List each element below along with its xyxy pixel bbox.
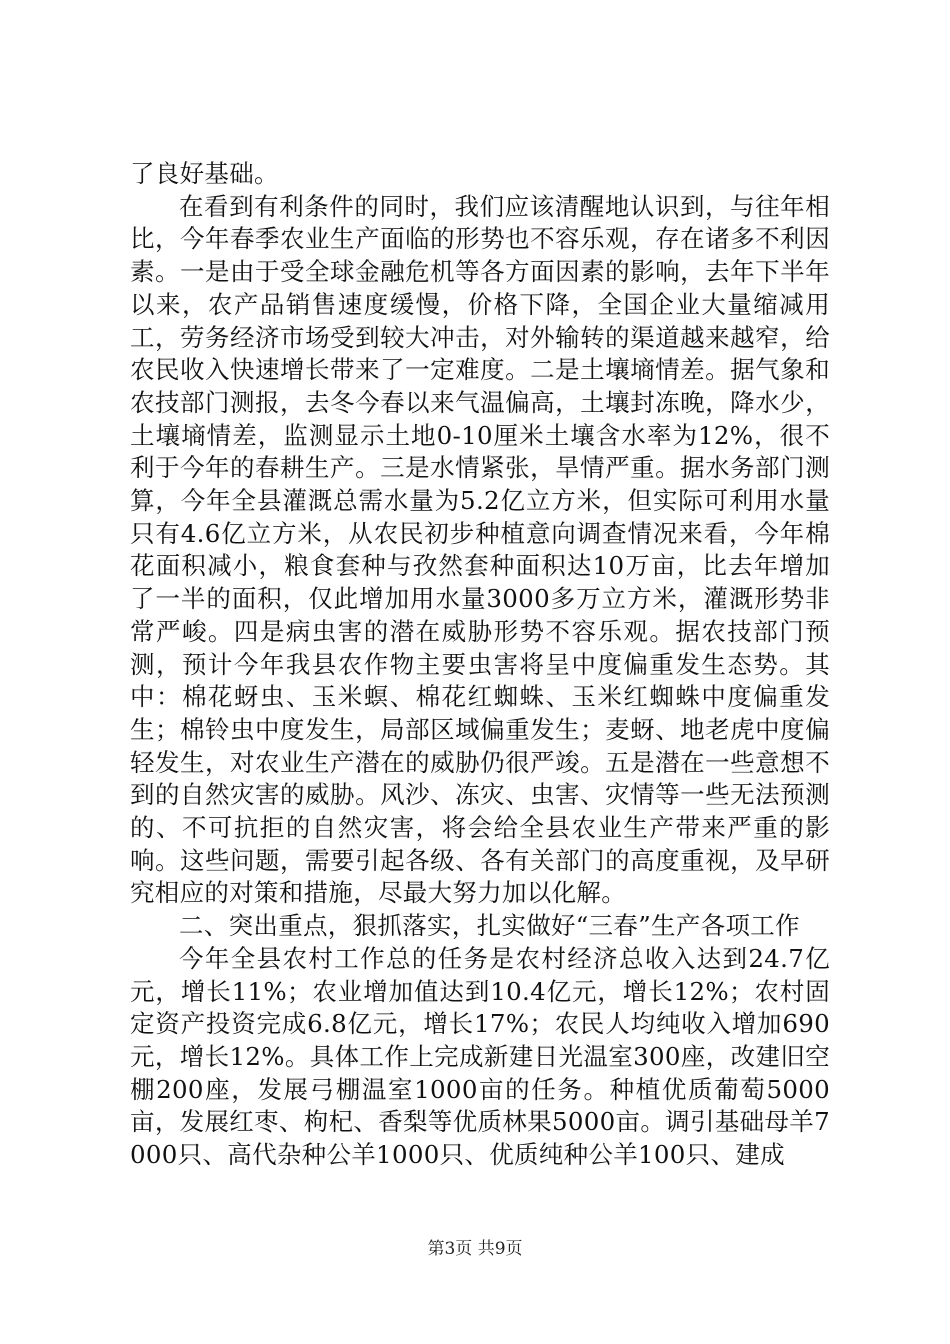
paragraph-2: 在看到有利条件的同时，我们应该清醒地认识到，与往年相比，今年春季农业生产面临的形势也不容乐观，存在诸多不利因素。一是由于受全球金融危机等各方面因素的影响，去年下半年以来，农产品销售速度缓慢，价格下降，全国企业大量缩减用工，劳务经济市场受到较大冲击，对外输转的渠道越来越窄，给农民收入快速增长带来了一定难度。二是土壤墒情差。据气象和农技部门测报，去冬今春以来气温偏高，土壤封冻晚，降水少，土壤墒情差，监测显示土地0-10厘米土壤含水率为12%，很不利于今年的春耕生产。三是水情紧张，旱情严重。据水务部门测算，今年全县灌溉总需水量为5.2亿立方米，但实际可利用水量只有4.6亿立方米，从农民初步种植意向调查情况来看，今年棉花面积减小，粮食套种与孜然套种面积达10万亩，比去年增加了一半的面积，仅此增加用水量3000多万立方米，灌溉形势非常严峻。四是病虫害的潜在威胁形势不容乐观。据农技部门预测，预计今年我县农作物主要虫害将呈中度偏重发生态势。其中：棉花蚜虫、玉米螟、棉花红蜘蛛、玉米红蜘蛛中度偏重发生；棉铃虫中度发生，局部区域偏重发生；麦蚜、地老虎中度偏轻发生，对农业生产潜在的威胁仍很严竣。五是潜在一些意想不到的自然灾害的威胁。风沙、冻灾、虫害、灾情等一些无法预测的、不可抗拒的自然灾害，将会给全县农业生产带来严重的影响。这些问题，需要引起各级、各有关部门的高度重视，及早研究相应的对策和措施，尽最大努力加以化解。 (130, 191, 830, 908)
document-body (130, 158, 830, 1172)
section-heading: 二、突出重点，狠抓落实，扎实做好“三春”生产各项工作 (179, 911, 800, 941)
paragraph-1: 了良好基础。 (130, 159, 279, 188)
page-number: 第3页 共9页 (427, 1239, 523, 1259)
page-footer (0, 1238, 950, 1260)
paragraph-3: 今年全县农村工作总的任务是农村经济总收入达到24.7亿元，增长11%；农业增加值达到10.4亿元，增长12%；农村固定资产投资完成6.8亿元，增长17%；农民人均纯收入增加690元，增长12%。具体工作上完成新建日光温室300座，改建旧空棚200座，发展弓棚温室1000亩的任务。种植优质葡萄5000亩，发展红枣、枸杞、香梨等优质林果5000亩。调引基础母羊7000只、高代杂种公羊1000只、优质纯种公羊100只、建成 (130, 943, 830, 1170)
